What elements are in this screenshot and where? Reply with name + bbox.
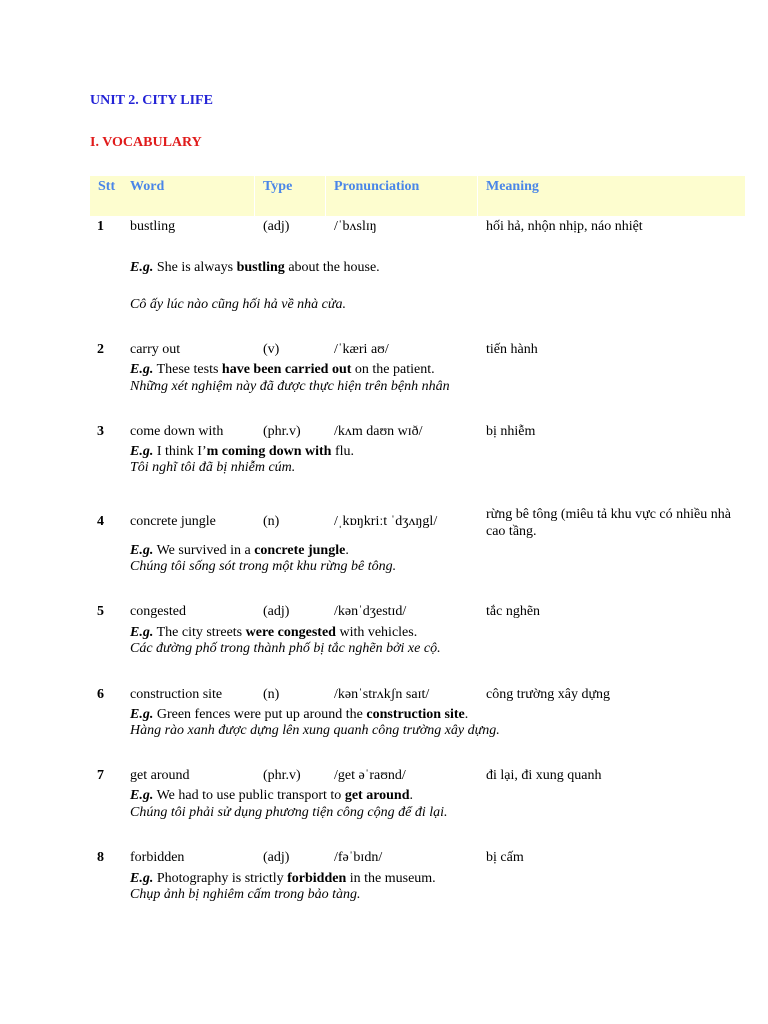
entry-meaning: công trường xây dựng bbox=[486, 687, 611, 702]
entry-example bbox=[130, 543, 349, 559]
example-text: I think I’ bbox=[153, 444, 207, 459]
entry-example bbox=[130, 625, 417, 641]
entry-word: get around bbox=[130, 768, 190, 783]
example-keyword: bustling bbox=[236, 260, 285, 275]
example-keyword: have been carried out bbox=[221, 362, 352, 377]
entry-type: (n) bbox=[263, 514, 280, 529]
entry-translation: Cô ấy lúc nào cũng hối hả về nhà cửa. bbox=[130, 297, 347, 312]
entry-word: construction site bbox=[130, 687, 223, 702]
example-label: E.g. bbox=[130, 707, 154, 722]
entry-meaning: đi lại, đi xung quanh bbox=[486, 768, 602, 783]
example-label: E.g. bbox=[130, 444, 154, 459]
example-text: with vehicles. bbox=[335, 625, 418, 640]
entry-type: (phr.v) bbox=[263, 424, 301, 439]
entry-type: (adj) bbox=[263, 604, 290, 619]
entry-pronunciation: /kənˈdʒestɪd/ bbox=[334, 604, 407, 619]
entry-example bbox=[130, 444, 354, 460]
header-pronunciation: Pronunciation bbox=[334, 179, 420, 194]
entry-pronunciation: /fəˈbɪdn/ bbox=[334, 850, 383, 865]
entry-translation: Các đường phố trong thành phố bị tắc nghẽn bởi xe cộ. bbox=[130, 641, 441, 656]
entry-word: carry out bbox=[130, 342, 181, 357]
entry-word: concrete jungle bbox=[130, 514, 216, 529]
example-label: E.g. bbox=[130, 543, 154, 558]
example-text: . bbox=[409, 788, 414, 803]
example-text: on the patient. bbox=[351, 362, 435, 377]
entry-translation: Hàng rào xanh được dựng lên xung quanh công trường xây dựng. bbox=[130, 723, 500, 738]
entry-example bbox=[130, 788, 413, 804]
example-keyword: get around bbox=[344, 788, 410, 803]
entry-word: congested bbox=[130, 604, 186, 619]
example-keyword: construction site bbox=[366, 707, 465, 722]
entry-translation: Chúng tôi sống sót trong một khu rừng bê tông. bbox=[130, 559, 397, 574]
entry-meaning: tiến hành bbox=[486, 342, 538, 357]
table-header bbox=[90, 176, 745, 216]
example-keyword: forbidden bbox=[287, 871, 347, 886]
example-text: . bbox=[345, 543, 349, 558]
entry-example bbox=[130, 362, 435, 378]
example-label: E.g. bbox=[130, 362, 154, 377]
entry-translation: Chụp ảnh bị nghiêm cấm trong bảo tàng. bbox=[130, 887, 361, 902]
header-type: Type bbox=[263, 179, 293, 194]
unit-title: UNIT 2. CITY LIFE bbox=[90, 93, 213, 108]
example-text: We survived in a bbox=[153, 543, 255, 558]
entry-number: 7 bbox=[97, 768, 104, 783]
entry-number: 1 bbox=[97, 219, 104, 234]
entry-number: 4 bbox=[97, 514, 104, 529]
entry-translation: Những xét nghiệm này đã được thực hiện trên bệnh nhân bbox=[130, 379, 450, 394]
example-keyword: m coming down with bbox=[206, 444, 332, 459]
example-text: flu. bbox=[331, 444, 355, 459]
entry-number: 3 bbox=[97, 424, 104, 439]
entry-translation: Tôi nghĩ tôi đã bị nhiễm cúm. bbox=[130, 460, 296, 475]
example-text: Green fences were put up around the bbox=[153, 707, 367, 722]
entry-example bbox=[130, 871, 436, 887]
header-divider bbox=[477, 176, 478, 216]
entry-number: 8 bbox=[97, 850, 104, 865]
entry-meaning: tắc nghẽn bbox=[486, 604, 541, 619]
entry-word: come down with bbox=[130, 424, 224, 439]
header-divider bbox=[254, 176, 255, 216]
example-text: in the museum. bbox=[346, 871, 436, 886]
entry-pronunciation: /kʌm daʊn wɪð/ bbox=[334, 424, 423, 439]
entry-number: 2 bbox=[97, 342, 104, 357]
entry-pronunciation: /get əˈraʊnd/ bbox=[334, 768, 406, 783]
example-text: . bbox=[464, 707, 469, 722]
header-stt: Stt bbox=[98, 179, 116, 194]
entry-pronunciation: /ˈkæri aʊ/ bbox=[334, 342, 389, 357]
entry-pronunciation: /kənˈstrʌkʃn saɪt/ bbox=[334, 687, 430, 702]
entry-pronunciation: /ˈbʌslɪŋ bbox=[334, 219, 377, 234]
entry-word: bustling bbox=[130, 219, 176, 234]
entry-type: (n) bbox=[263, 687, 280, 702]
example-text: The city streets bbox=[153, 625, 246, 640]
example-label: E.g. bbox=[130, 625, 154, 640]
entry-type: (v) bbox=[263, 342, 280, 357]
section-title: I. VOCABULARY bbox=[90, 135, 202, 150]
example-keyword: concrete jungle bbox=[254, 543, 346, 558]
example-text: These tests bbox=[153, 362, 222, 377]
header-meaning: Meaning bbox=[486, 179, 539, 194]
entry-pronunciation: /ˌkɒŋkriːt ˈdʒʌŋgl/ bbox=[334, 514, 438, 529]
example-label: E.g. bbox=[130, 788, 154, 803]
entry-number: 6 bbox=[97, 687, 104, 702]
example-text: She is always bbox=[153, 260, 237, 275]
example-keyword: were congested bbox=[245, 625, 336, 640]
example-label: E.g. bbox=[130, 260, 154, 275]
entry-type: (adj) bbox=[263, 850, 290, 865]
entry-meaning: bị cấm bbox=[486, 850, 524, 865]
entry-translation: Chúng tôi phải sử dụng phương tiện công cộng để đi lại. bbox=[130, 805, 448, 820]
entry-type: (phr.v) bbox=[263, 768, 301, 783]
entry-example bbox=[130, 707, 468, 723]
entry-type: (adj) bbox=[263, 219, 290, 234]
entry-number: 5 bbox=[97, 604, 104, 619]
example-text: Photography is strictly bbox=[153, 871, 288, 886]
example-text: about the house. bbox=[284, 260, 380, 275]
header-divider bbox=[325, 176, 326, 216]
entry-example bbox=[130, 260, 380, 276]
entry-word: forbidden bbox=[130, 850, 185, 865]
header-word: Word bbox=[130, 179, 165, 194]
example-text: We had to use public transport to bbox=[153, 788, 345, 803]
example-label: E.g. bbox=[130, 871, 154, 886]
entry-meaning: hối hả, nhộn nhịp, náo nhiệt bbox=[486, 219, 643, 234]
entry-meaning: bị nhiễm bbox=[486, 424, 536, 439]
entry-meaning: rừng bê tông (miêu tả khu vực có nhiều nhà cao tầng. bbox=[486, 507, 731, 539]
